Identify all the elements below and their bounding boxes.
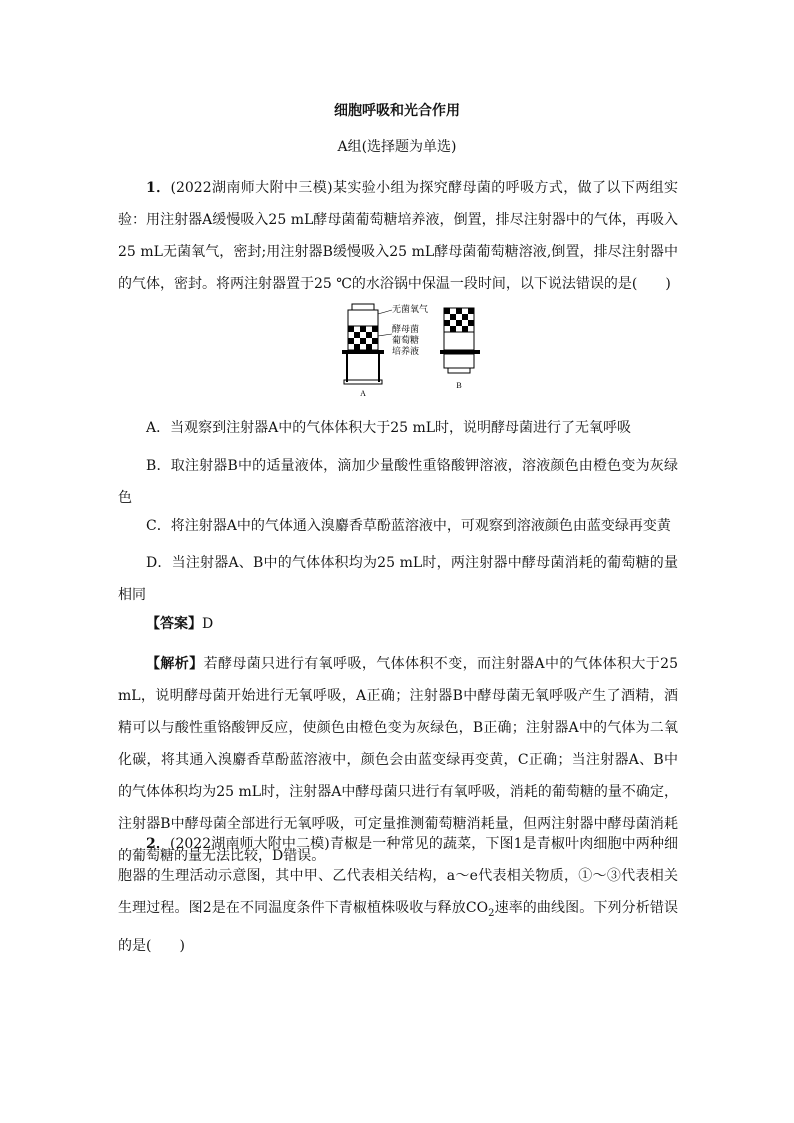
question-2-text-1: (2022湖南师大附中二模)青椒是一种常见的蔬菜，下图1是青椒叶肉细胞中两种细胞器的生理活动示意图，其中甲、乙代表相关结构，a～e代表相关物质，①～③代表相关生理过程。图2是在不同温度条件下青椒植株吸收与释放CO [118,836,678,916]
syringe-figure [340,300,500,400]
option-a: A．当观察到注射器A中的气体体积大于25 mL时，说明酵母菌进行了无氧呼吸 [146,420,632,436]
yeast-label-3: 培养液 [392,346,420,356]
analysis-text: 若酵母菌只进行有氧呼吸，气体体积不变，而注射器A中的气体体积大于25 mL，说明酵母菌开始进行无氧呼吸，A正确；注射器B中酵母菌无氧呼吸产生了酒精，酒精可以与酸性重铬酸钾反应，使颜色由橙色变为灰绿色，B正确；注射器A中的气体为二氧化碳，将其通入溴麝香草酚蓝溶液中，颜色会由蓝变绿再变黄，C正确；当注射器A、B中的气体体积均为25 mL时，注射器A中酵母菌只进行有氧呼吸，消耗的葡萄糖的量不确定，注射器B中酵母菌全部进行无氧呼吸，可定量推测葡萄糖消耗量，但两注射器中酵母菌消耗的葡萄糖的量无法比较，D错误。 [118,656,678,864]
syringe-a-label: A [360,389,366,398]
answer-value: D [202,616,214,632]
question-1-stem [118,172,678,300]
question-2-stem [118,828,678,962]
answer-label: 【答案】 [146,616,202,632]
syringe-b-label: B [456,381,462,390]
section-subtitle: A组(选择题为单选) [337,139,457,155]
option-d: D．当注射器A、B中的气体体积均为25 mL时，两注射器中酵母菌消耗的葡萄糖的量相同 [118,555,678,603]
analysis-label: 【解析】 [146,656,204,672]
question-2-number: 2． [146,836,171,852]
page-title: 细胞呼吸和光合作用 [334,103,460,119]
co2-subscript: 2 [488,907,495,919]
question-1-number: 1． [146,180,171,196]
option-b: B．取注射器B中的适量液体，滴加少量酸性重铬酸钾溶液，溶液颜色由橙色变为灰绿色 [118,458,678,506]
syringe-b [440,308,480,390]
answer-line [118,608,678,640]
yeast-label-2: 葡萄糖 [392,335,420,345]
question-2-text-2: 速率的曲线图。下列分析错误的是( ) [118,900,678,954]
yeast-label-1: 酵母菌 [392,324,420,334]
question-1-text: (2022湖南师大附中三模)某实验小组为探究酵母菌的呼吸方式，做了以下两组实验：用注射器A缓慢吸入25 mL酵母菌葡萄糖培养液，倒置，排尽注射器中的气体，再吸入25 mL无菌氧气，密封;用注射器B缓慢吸入25 mL酵母菌葡萄糖溶液,倒置，排尽注射器中的气体，密封。将两注射器置于25 ℃的水浴锅中保温一段时间，以下说法错误的是( ) [118,180,678,292]
oxygen-label: 无菌氧气 [392,304,429,314]
option-c: C．将注射器A中的气体通入溴麝香草酚蓝溶液中，可观察到溶液颜色由蓝变绿再变黄 [146,518,671,534]
syringe-a [342,304,384,398]
